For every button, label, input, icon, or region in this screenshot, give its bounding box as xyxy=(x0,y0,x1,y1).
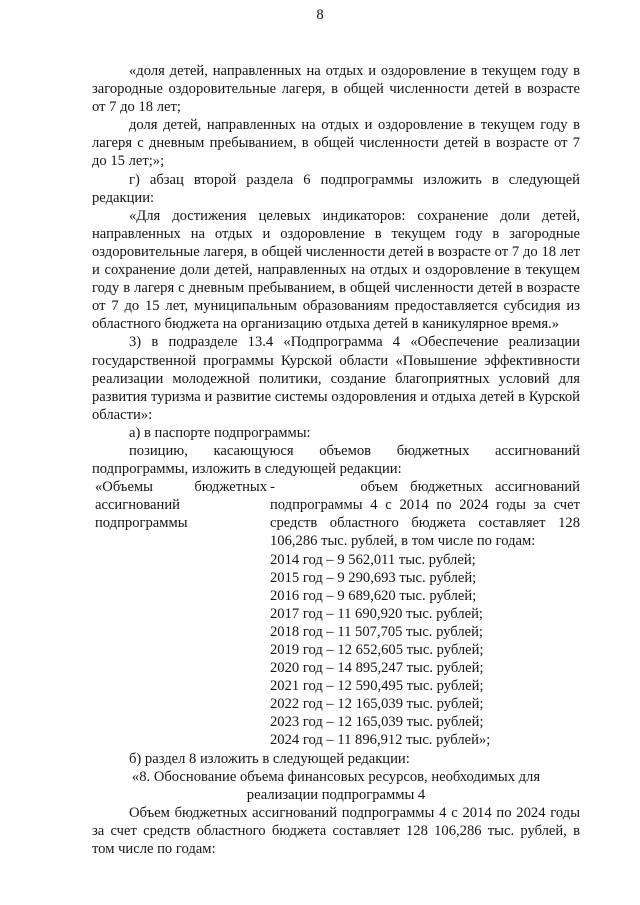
budget-label-cell xyxy=(92,478,270,749)
budget-label-word-2: бюджетных xyxy=(194,479,267,496)
budget-label-word-1: «Объемы xyxy=(95,479,153,496)
budget-year-item: 2023 год – 12 165,039 тыс. рублей; xyxy=(270,714,484,731)
budget-year-item: 2016 год – 9 689,620 тыс. рублей; xyxy=(270,587,477,604)
document-body xyxy=(92,62,580,858)
budget-total-text: объем бюджетных ассигнований подпрограммы 4 с 2014 по 2024 годы за счет средств областного бюджета составляет 128 106,286 тыс. рублей, в том числе по годам: xyxy=(270,479,580,550)
paragraph-passport: а) в паспорте подпрограммы: xyxy=(129,424,311,441)
budget-years-list xyxy=(270,551,580,750)
budget-label-line1 xyxy=(95,478,267,496)
section-8-heading-line2: реализации подпрограммы 4 xyxy=(246,786,426,803)
paragraph-share-day-camps: доля детей, направленных на отдых и оздоровление в текущем году в лагеря с дневным пребыванием, в общей численности детей в возрасте от 7 до 15 лет;»; xyxy=(92,117,580,170)
budget-label-line3: подпрограммы xyxy=(95,515,188,532)
budget-year-item: 2015 год – 9 290,693 тыс. рублей; xyxy=(270,569,477,586)
budget-year-item: 2022 год – 12 165,039 тыс. рублей; xyxy=(270,696,484,713)
budget-year-item: 2018 год – 11 507,705 тыс. рублей; xyxy=(270,623,483,640)
paragraph-target-indicators: «Для достижения целевых индикаторов: сохранение доли детей, направленных на отдых и оздоровление в текущем году в загородные оздоровительные лагеря, в общей численности детей в возрасте от 7 до 18 лет и сохранение доли детей, направленных на отдых и оздоровление в текущем году в лагеря с дневным пребыванием, в общей численности детей в возрасте от 7 до 15 лет, муниципальным образованиям предоставляется субсидия из областного бюджета на организацию отдыха детей в каникулярное время.» xyxy=(92,207,580,333)
section-8-heading-line1: «8. Обоснование объема финансовых ресурсов, необходимых для xyxy=(131,768,541,785)
budget-total-statement xyxy=(270,478,580,550)
budget-allocation-block xyxy=(92,478,580,749)
budget-year-item: 2021 год – 12 590,495 тыс. рублей; xyxy=(270,678,484,695)
budget-dash: - xyxy=(270,479,275,496)
paragraph-share-country-camps: «доля детей, направленных на отдых и оздоровление в текущем году в загородные оздоровительные лагеря, в общей численности детей в возрасте от 7 до 18 лет; xyxy=(92,63,580,116)
budget-label-line2: ассигнований xyxy=(95,497,180,514)
paragraph-subsection-13-4: 3) в подразделе 13.4 «Подпрограмма 4 «Обеспечение реализации государственной программы Курской области «Повышение эффективности реализации молодежной политики, создание благоприятных условий для развития туризма и развитие системы оздоровления и отдыха детей в Курской области»: xyxy=(92,334,580,423)
paragraph-budget-total: Объем бюджетных ассигнований подпрограммы 4 с 2014 по 2024 годы за счет средств областного бюджета составляет 128 106,286 тыс. рублей, в том числе по годам: xyxy=(92,804,580,858)
budget-year-item: 2017 год – 11 690,920 тыс. рублей; xyxy=(270,605,483,622)
paragraph-position-budget: позицию, касающуюся объемов бюджетных ассигнований подпрограммы, изложить в следующей редакции: xyxy=(92,442,580,478)
paragraph-section-6-amendment: г) абзац второй раздела 6 подпрограммы изложить в следующей редакции: xyxy=(92,171,580,206)
paragraph-section-8-amendment: б) раздел 8 изложить в следующей редакции: xyxy=(129,750,410,767)
budget-year-item: 2024 год – 11 896,912 тыс. рублей»; xyxy=(270,732,491,749)
budget-year-item: 2020 год – 14 895,247 тыс. рублей; xyxy=(270,660,484,677)
budget-year-item: 2019 год – 12 652,605 тыс. рублей; xyxy=(270,642,484,658)
budget-year-item: 2014 год – 9 562,011 тыс. рублей; xyxy=(270,551,476,568)
budget-value-cell xyxy=(270,478,580,749)
page-number: 8 xyxy=(316,7,324,23)
